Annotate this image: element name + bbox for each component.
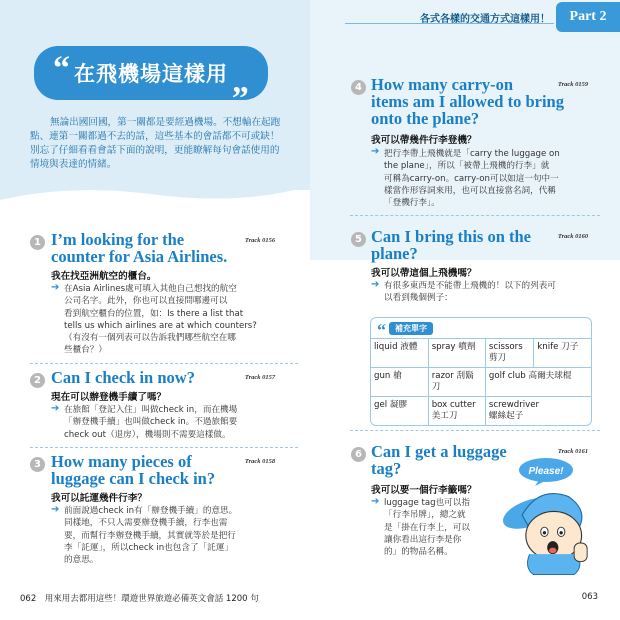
entry-english-line: Can I check in now? xyxy=(51,368,195,387)
entry-number: 3 xyxy=(30,457,45,472)
vocab-cell: spray 噴劑 xyxy=(428,339,485,368)
speaker-icon: ◀ﾞ xyxy=(545,80,556,88)
divider xyxy=(350,430,600,431)
speech-bubble-text: Please! xyxy=(528,466,564,477)
entry-chinese: 我可以託運幾件行李？ xyxy=(51,493,147,504)
arrow-icon: ➔ xyxy=(371,279,380,290)
vocab-cell: scissors 剪刀 xyxy=(485,339,533,368)
explanation-line: 公司名字。此外，你也可以直接問哪邊可以 xyxy=(64,296,228,307)
vocab-cell: liquid 液體 xyxy=(371,339,428,368)
table-row xyxy=(371,339,591,368)
entry-english-line: I’m looking for the xyxy=(51,230,185,249)
track-label[interactable] xyxy=(232,457,275,465)
entry-chinese: 我可以要一個行李籤嗎？ xyxy=(371,485,477,496)
vocab-cell: screwdriver 螺絲起子 xyxy=(485,397,591,426)
track-label[interactable] xyxy=(232,236,275,244)
entry-chinese: 我可以帶這個上飛機嗎？ xyxy=(371,268,477,279)
explanation-line: 樣當作形容詞來用，也可以直接當名詞，代稱 xyxy=(384,185,556,196)
entry-english-line: counter for Asia Airlines. xyxy=(51,247,228,266)
vocabulary-label: 補充單字 xyxy=(389,322,433,335)
speaker-icon: ◀ﾞ xyxy=(232,457,243,465)
explanation-line: 以看到幾個例子： xyxy=(384,293,453,304)
speaker-icon: ◀ﾞ xyxy=(232,373,243,381)
entry-number: 6 xyxy=(351,447,366,462)
vocab-cell: box cutter 美工刀 xyxy=(428,397,485,426)
explanation-line: （有沒有一個列表可以告訴我們哪些航空在哪 xyxy=(64,333,236,344)
divider xyxy=(350,215,600,216)
explanation-line: 在旅館「登記入住」叫做check in，而在機場 xyxy=(64,405,238,415)
part-tab: Part 2 xyxy=(556,2,620,32)
explanation-line: 「行李吊牌」，總之就 xyxy=(384,510,466,521)
explanation-line: 可稱為carry-on。carry-on可以如這一句中一 xyxy=(384,173,559,184)
vocab-cell: gun 槍 xyxy=(371,368,428,397)
explanation-line: 把行李帶上飛機就是「carry the luggage on xyxy=(384,149,560,159)
entry-english-line: Can I get a luggage xyxy=(371,442,507,461)
explanation-line: 些櫃台？） xyxy=(64,345,107,356)
footer-left: 062 用來用去都用這些！環遊世界旅遊必備英文會話 1200 句 xyxy=(20,594,259,604)
entry-english-line: items am I allowed to bring xyxy=(371,92,564,111)
cartoon-boy-illustration xyxy=(498,478,602,582)
entry-explanation xyxy=(64,404,294,441)
track-label[interactable] xyxy=(232,373,275,381)
page-number: 063 xyxy=(581,592,598,602)
track-label[interactable] xyxy=(545,232,588,240)
explanation-line: 要，而幫行李辦登機手續，其實就等於是把行 xyxy=(64,530,236,541)
vocab-cell: knife 刀子 xyxy=(534,339,591,368)
vocabulary-box xyxy=(370,317,592,426)
track-number: Track 0161 xyxy=(557,448,589,455)
arrow-icon: ➔ xyxy=(371,146,380,157)
entry-english xyxy=(51,231,251,265)
vocab-cell: razor 刮鬍刀 xyxy=(428,368,485,397)
entry-chinese: 我在找亞洲航空的櫃台。 xyxy=(51,271,157,282)
track-label[interactable] xyxy=(545,80,588,88)
right-header-band xyxy=(310,0,620,263)
table-row xyxy=(371,397,591,426)
explanation-line: 的意思。 xyxy=(64,555,99,566)
track-number: Track 0159 xyxy=(557,81,589,88)
speaker-icon: ◀ﾞ xyxy=(545,447,556,455)
explanation-line: 看到航空櫃台的位置，如：Is there a list that xyxy=(64,308,244,319)
vocab-cell: gel 凝膠 xyxy=(371,397,428,426)
track-number: Track 0160 xyxy=(557,233,589,240)
explanation-line: luggage tag也可以指 xyxy=(384,498,470,508)
explanation-line: 在Asia Airlines處可填入其他自己想找的航空 xyxy=(64,284,237,294)
track-number: Track 0158 xyxy=(244,458,276,465)
entry-chinese: 現在可以辦登機手續了嗎？ xyxy=(51,392,167,403)
vocabulary-table xyxy=(371,338,591,425)
section-title xyxy=(34,46,268,100)
explanation-line: 「辦登機手續」也叫做check in。不過旅館要 xyxy=(64,417,238,428)
track-number: Track 0156 xyxy=(244,237,276,244)
close-quote-glyph: „ xyxy=(232,63,249,100)
arrow-icon: ➔ xyxy=(51,504,60,515)
entry-explanation xyxy=(384,497,502,558)
entry-number: 5 xyxy=(351,232,366,247)
arrow-icon: ➔ xyxy=(51,282,60,293)
entry-number: 2 xyxy=(30,373,45,388)
explanation-line: check out（退房），機場則不需要這樣做。 xyxy=(64,429,231,440)
entry-number: 1 xyxy=(30,235,45,250)
explanation-line: 「登機行李」。 xyxy=(384,198,440,209)
table-row xyxy=(371,368,591,397)
explanation-line: 李「託運」，所以check in也包含了「託運」 xyxy=(64,542,233,553)
speaker-icon: ◀ﾞ xyxy=(232,236,243,244)
intro-paragraph: 無論出國回國，第一關都是要經過機場。不想輸在起跑點、連第一關都過不去的話，這些基本的會話都不可或缺！別忘了仔細看看會話下面的說明，更能瞭解每句會話使用的情境與表達的情緒。 xyxy=(30,117,281,170)
entry-english-line: Can I bring this on the xyxy=(371,227,531,246)
arrow-icon: ➔ xyxy=(371,496,380,507)
entry-explanation xyxy=(384,280,610,305)
entry-english-line: plane? xyxy=(371,244,418,263)
open-quote-glyph: “ xyxy=(53,50,70,87)
explanation-line: tells us which airlines are at which counters? xyxy=(64,320,257,331)
track-number: Track 0157 xyxy=(244,374,276,381)
entry-english xyxy=(51,369,251,386)
track-label[interactable] xyxy=(545,447,588,455)
quote-icon: “ xyxy=(377,319,386,340)
section-title-text: 在飛機場這樣用 xyxy=(74,62,228,86)
entry-english xyxy=(371,443,521,477)
explanation-line: the plane」，所以「被帶上飛機的行李」就 xyxy=(384,161,550,172)
vocabulary-header xyxy=(371,318,591,338)
divider xyxy=(30,447,298,448)
arrow-icon: ➔ xyxy=(51,403,60,414)
entry-english-line: onto the plane? xyxy=(371,109,480,128)
entry-explanation xyxy=(384,148,610,209)
entry-english-line: How many carry-on xyxy=(371,75,514,94)
entry-english-line: How many pieces of xyxy=(51,452,192,471)
entry-explanation xyxy=(64,283,294,357)
entry-english-line: luggage can I check in? xyxy=(51,469,216,488)
entry-english-line: tag? xyxy=(371,459,402,478)
explanation-line: 是「掛在行李上，可以 xyxy=(384,522,470,533)
divider xyxy=(30,363,298,364)
explanation-line: 同樣地，不只人需要辦登機手續，行李也需 xyxy=(64,518,228,529)
entry-explanation xyxy=(64,505,294,566)
vocab-cell: golf club 高爾夫球棍 xyxy=(485,368,591,397)
running-header: 各式各樣的交通方式這樣用！ xyxy=(420,14,550,25)
explanation-line: 的」的物品名稱。 xyxy=(384,547,453,558)
explanation-line: 讓你看出這行李是你 xyxy=(384,534,462,545)
entry-english xyxy=(51,453,251,487)
speaker-icon: ◀ﾞ xyxy=(545,232,556,240)
entry-number: 4 xyxy=(351,80,366,95)
explanation-line: 前面說過check in有「辦登機手續」的意思。 xyxy=(64,506,238,516)
entry-chinese: 我可以帶幾件行李登機？ xyxy=(371,135,477,146)
header-wave xyxy=(0,176,310,206)
explanation-line: 有很多東西是不能帶上飛機的！以下的列表可 xyxy=(384,281,556,291)
